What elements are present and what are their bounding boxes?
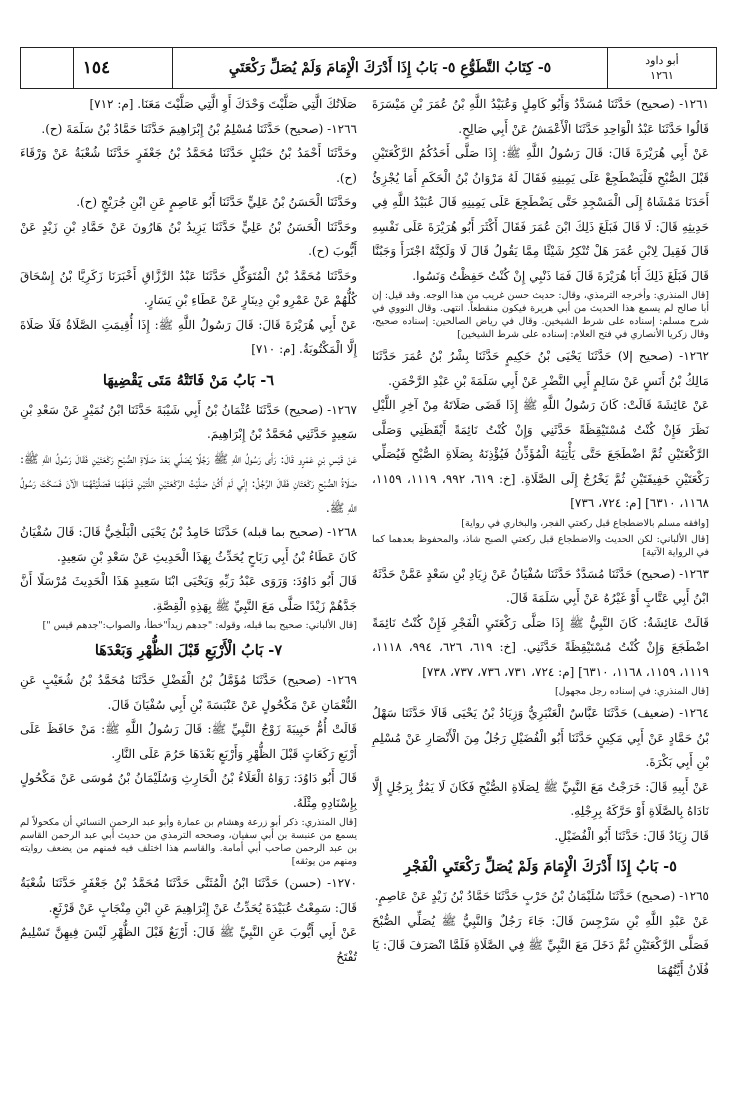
hadith-paragraph: ١٢٦٨- (صحيح بما قبله) حَدَّثَنَا حَامِدُ بْنُ يَحْيَى الْبَلْخِيُّ قَالَ: قَالَ سُفْيَانُ كَانَ عَطَاءُ بْنُ أَبِي رَبَاحٍ يُحَدِّثُ بِهَذَا الْحَدِيثِ عَنْ سَعْدِ بْنِ سَعِيدٍ.: [20, 525, 357, 564]
hadith-paragraph: عَنْ قَيْسِ بْنِ عَمْرٍو قَالَ: رَأَى رَسُولُ اللَّهِ ﷺ رَجُلًا يُصَلِّي بَعْدَ صَلَاةِ الصُّبْحِ رَكْعَتَيْنِ فَقَالَ رَسُولُ اللَّهِ ﷺ: صَلَاةُ الصُّبْحِ رَكْعَتَانِ فَقَالَ الرَّجُلُ: إِنِّي لَمْ أَكُنْ صَلَّيْتُ الرَّكْعَتَيْنِ اللَّتَيْنِ قَبْلَهُمَا فَصَلَّيْتُهُمَا الْآنَ فَسَكَتَ رَسُولُ اللَّهِ ﷺ.: [20, 451, 357, 515]
footnote: [قال المنذري: ذكر أبو زرعة وهشام بن عمارة وأبو عبد الرحمن النسائي أن مكحولاً لم يسمع من عنبسة بن أبي سفيان، وصححه الترمذي من حديث أبي عبد الرحمن القاسم بن عبد الرحمن صاحب أبي أمامة. والقاسم هذا اختلف فيه فمنهم من يضعف روايته ومنهم من يوثقه]: [20, 817, 357, 867]
hadith-paragraph: وحَدَّثَنَا الْحَسَنُ بْنُ عَلِيٍّ حَدَّثَنَا أَبُو عَاصِمٍ عَنِ ابْنِ جُرَيْجٍ (ح).: [76, 195, 357, 209]
hadith-paragraph: صَلَاتُكَ الَّتِي صَلَّيْتَ وَحْدَكَ أَوِ الَّتِي صَلَّيْتَ مَعَنَا. [م: ٧١٢]: [89, 97, 357, 111]
hadith-paragraph: قَالَتْ أُمُّ حَبِيبَةَ زَوْجُ النَّبِيِّ ﷺ: قَالَ رَسُولُ اللَّهِ ﷺ: مَنْ حَافَظَ عَلَى أَرْبَعِ رَكَعَاتٍ قَبْلَ الظُّهْرِ وَأَرْبَعٍ بَعْدَهَا حَرُمَ عَلَى النَّارِ.: [20, 722, 357, 761]
footnote: [قال الألباني: لكن الحديث والاضطجاع قبل ركعتي الصبح شاذ، والمحفوظ بعدهما كما في الرواية الآتية]: [372, 533, 709, 558]
hadith-paragraph: ١٢٦٥- (صحيح) حَدَّثَنَا سُلَيْمَانُ بْنُ حَرْبٍ حَدَّثَنَا حَمَّادُ بْنُ زَيْدٍ عَنْ عَاصِمٍ.: [374, 889, 709, 903]
book-info: [607, 48, 716, 88]
hadith-paragraph: ١٢٦٢- (صحيح إلا) حَدَّثَنَا يَحْيَى بْنُ حَكِيمٍ حَدَّثَنَا بِشْرُ بْنُ عُمَرَ حَدَّثَنَا مَالِكُ بْنُ أَنَسٍ عَنْ سَالِمٍ أَبِي النَّضْرِ عَنْ أَبِي سَلَمَةَ بْنِ عَبْدِ الرَّحْمَنِ.: [372, 349, 709, 388]
hadith-paragraph: قَالَ أَبُو دَاوُدَ: وَرَوَى عَبْدُ رَبِّهِ وَيَحْيَى ابْنَا سَعِيدٍ هَذَا الْحَدِيثَ مُرْسَلًا أَنَّ جَدَّهُمْ زَيْدًا صَلَّى مَعَ النَّبِيِّ ﷺ بِهَذِهِ الْقِصَّةِ.: [20, 574, 357, 613]
chapter-heading: ٥- بَابُ إِذَا أَدْرَكَ الْإِمَامَ وَلَمْ يُصَلِّ رَكْعَتَيِ الْفَجْرِ: [404, 858, 677, 875]
hadith-paragraph: ١٢٦٦- (صحيح) حَدَّثَنَا مُسْلِمُ بْنُ إِبْرَاهِيمَ حَدَّثَنَا حَمَّادُ بْنُ سَلَمَةَ (ح).: [41, 121, 357, 136]
hadith-paragraph: ١٢٦٣- (صحيح) حَدَّثَنَا مُسَدَّدٌ حَدَّثَنَا سُفْيَانُ عَنْ زِيَادِ بْنِ سَعْدٍ عَمَّنْ حَدَّثَهُ ابْنُ أَبِي عَتَّابٍ أَوْ غَيْرُهُ عَنْ أَبِي سَلَمَةَ قَالَ.: [372, 566, 709, 605]
footnote: [وافقه مسلم بالاضطجاع قبل ركعتي الفجر، والبخاري في رواية]: [461, 517, 709, 529]
hadith-paragraph: وحَدَّثَنَا أَحْمَدُ بْنُ حَنْبَلٍ حَدَّثَنَا مُحَمَّدُ بْنُ جَعْفَرٍ حَدَّثَنَا شُعْبَةُ عَنْ وَرْقَاءَ (ح).: [20, 146, 357, 185]
header-divider: [73, 48, 74, 88]
chapter-heading: ٦- بَابُ مَنْ فَاتَتْهُ مَتَى يَقْضِيهَا: [102, 371, 275, 389]
hadith-paragraph: ١٢٦٤- (ضعيف) حَدَّثَنَا عَبَّاسٌ الْعَنْبَرِيُّ وَزِيَادُ بْنُ يَحْيَى قَالَا حَدَّثَنَا سَهْلُ بْنُ حَمَّادٍ عَنْ أَبِي مَكِينٍ حَدَّثَنَا أَبُو الْفُضَيْلِ رَجُلٌ مِنَ الْأَنْصَارِ عَنْ مُسْلِمِ بْنِ أَبِي بَكْرَةَ.: [372, 706, 709, 769]
hadith-paragraph: عَنْ أَبِيهِ قَالَ: خَرَجْتُ مَعَ النَّبِيِّ ﷺ لِصَلَاةِ الصُّبْحِ فَكَانَ لَا يَمُرُّ بِرَجُلٍ إِلَّا نَادَاهُ بِالصَّلَاةِ أَوْ حَرَّكَهُ بِرِجْلِهِ.: [372, 779, 709, 818]
hadith-paragraph: عَنْ عَبْدِ اللَّهِ بْنِ سَرْجِسَ قَالَ: جَاءَ رَجُلٌ وَالنَّبِيُّ ﷺ يُصَلِّي الصُّبْحَ فَصَلَّى الرَّكْعَتَيْنِ ثُمَّ دَخَلَ مَعَ النَّبِيِّ ﷺ فِي الصَّلَاةِ فَلَمَّا انْصَرَفَ قَالَ: يَا فُلَانُ أَيَّتُهُمَا: [372, 913, 709, 977]
hadith-paragraph: ١٢٦٧- (صحيح) حَدَّثَنَا عُثْمَانُ بْنُ أَبِي شَيْبَةَ حَدَّثَنَا ابْنُ نُمَيْرٍ عَنْ سَعْدِ بْنِ سَعِيدٍ حَدَّثَنِي مُحَمَّدُ بْنُ إِبْرَاهِيمَ.: [20, 402, 357, 441]
page-header: [20, 47, 717, 89]
hadith-paragraph: ١٢٧٠- (حسن) حَدَّثَنَا ابْنُ الْمُثَنَّى حَدَّثَنَا مُحَمَّدُ بْنُ جَعْفَرٍ حَدَّثَنَا شُعْبَةُ قَالَ: سَمِعْتُ عُبَيْدَةَ يُحَدِّثُ عَنْ إِبْرَاهِيمَ عَنِ ابْنِ مِنْجَابٍ عَنْ قَرْثَعٍ.: [20, 876, 357, 915]
hadith-paragraph: ١٢٦٩- (صحيح) حَدَّثَنَا مُؤَمَّلُ بْنُ الْفَضْلِ حَدَّثَنَا مُحَمَّدُ بْنُ شُعَيْبٍ عَنِ النُّعْمَانِ عَنْ مَكْحُولٍ عَنْ عَنْبَسَةَ بْنِ أَبِي سُفْيَانَ قَالَ.: [20, 673, 357, 712]
footnote: [قال المنذري: وأخرجه الترمذي، وقال: حديث حسن غريب من هذا الوجه. وقد قيل: إن أبا صالح لم يسمع هذا الحديث من أبي هريرة فيكون منقطعاً. انتهى. وقال النووي في شرح مسلم: إسناده على شرط الشيخين. وقال في رياض الصالحين: إسناده صحيح، وقال زكريا الأنصاري في فتح العلام: إسناده على شرط الشيخين]: [372, 290, 709, 340]
footnote: [قال المنذري: في إسناده رجل مجهول]: [554, 686, 709, 697]
footnote: [قال الألباني: صحيح بما قبله، وقوله: "جدهم زيداً"خطأ، والصواب:"جدهم قيس "]: [42, 620, 357, 631]
book-name: أبو داود: [645, 54, 679, 67]
hadith-paragraph: ١٢٦١- (صحيح) حَدَّثَنَا مُسَدَّدٌ وَأَبُو كَامِلٍ وَعُبَيْدُ اللَّهِ بْنُ عُمَرَ بْنِ مَيْسَرَةَ قَالُوا حَدَّثَنَا عَبْدُ الْوَاحِدِ حَدَّثَنَا الْأَعْمَشُ عَنْ أَبِي صَالِحٍ.: [372, 97, 709, 136]
hadith-paragraph: عَنْ أَبِي أَيُّوبَ عَنِ النَّبِيِّ ﷺ قَالَ: أَرْبَعٌ قَبْلَ الظُّهْرِ لَيْسَ فِيهِنَّ تَسْلِيمٌ تُفْتَحُ: [20, 925, 357, 964]
page-number: ١٥٤: [82, 58, 111, 78]
hadith-paragraph: عَنْ أَبِي هُرَيْرَةَ قَالَ: قَالَ رَسُولُ اللَّهِ ﷺ: إِذَا أُقِيمَتِ الصَّلَاةُ فَلَا صَلَاةَ إِلَّا الْمَكْتُوبَةُ. [م: ٧١٠]: [20, 317, 357, 356]
hadith-paragraph: عَنْ عَائِشَةَ قَالَتْ: كَانَ رَسُولُ اللَّهِ ﷺ إِذَا قَضَى صَلَاتَهُ مِنْ آخِرِ اللَّيْلِ نَظَرَ فَإِنْ كُنْتُ مُسْتَيْقِظَةً حَدَّثَنِي وَإِنْ كُنْتُ نَائِمَةً أَيْقَظَنِي وَصَلَّى الرَّكْعَتَيْنِ ثُمَّ اضْطَجَعَ حَتَّى يَأْتِيَهُ الْمُؤَذِّنُ فَيُؤْذِنَهُ بِصَلَاةِ الصُّبْحِ فَيُصَلِّي رَكْعَتَيْنِ خَفِيفَتَيْنِ ثُمَّ يَخْرُجُ إِلَى الصَّلَاةِ. [خ: ٦١٩، ٩٩٢، ١١١٩، ١١٥٩، ١١٦٨، ٦٣١٠] [م: ٧٢٤، ٧٣٦]: [372, 398, 709, 510]
hadith-paragraph: قَالَتْ عَائِشَةُ: كَانَ النَّبِيُّ ﷺ إِذَا صَلَّى رَكْعَتَيِ الْفَجْرِ فَإِنْ كُنْتُ نَائِمَةً اضْطَجَعَ وَإِنْ كُنْتُ مُسْتَيْقِظَةً حَدَّثَنِي. [خ: ٦١٩، ٦٢٦، ٩٩٤، ١١١٨، ١١١٩، ١١٥٩، ١١٦٨، ٦٣١٠] [م: ٧٢٤، ٧٣١، ٧٣٦، ٧٣٧، ٧٣٨]: [372, 615, 709, 679]
hadith-paragraph: عَنْ أَبِي هُرَيْرَةَ قَالَ: قَالَ رَسُولُ اللَّهِ ﷺ: إِذَا صَلَّى أَحَدُكُمُ الرَّكْعَتَيْنِ قَبْلَ الصُّبْحِ فَلْيَضْطَجِعْ عَلَى يَمِينِهِ فَقَالَ لَهُ مَرْوَانُ بْنُ الْحَكَمِ أَمَا يُجْزِئُ أَحَدَنَا مَمْشَاهُ إِلَى الْمَسْجِدِ حَتَّى يَضْطَجِعَ عَلَى يَمِينِهِ قَالَ عُبَيْدُ اللَّهِ فِي حَدِيثِهِ قَالَ: لَا قَالَ فَبَلَغَ ذَلِكَ ابْنَ عُمَرَ فَقَالَ أَكْثَرَ أَبُو هُرَيْرَةَ عَلَى نَفْسِهِ قَالَ فَقِيلَ لِابْنِ عُمَرَ هَلْ تُنْكِرُ شَيْئًا مِمَّا يَقُولُ قَالَ لَا وَلَكِنَّهُ اجْتَرَأَ وَجَبُنَّا قَالَ فَبَلَغَ ذَلِكَ أَبَا هُرَيْرَةَ قَالَ فَمَا ذَنْبِي إِنْ كُنْتُ حَفِظْتُ وَنَسُوا.: [372, 146, 709, 283]
hadith-paragraph: وحَدَّثَنَا مُحَمَّدُ بْنُ الْمُتَوَكِّلِ حَدَّثَنَا عَبْدُ الرَّزَّاقِ أَخْبَرَنَا زَكَرِيَّا بْنُ إِسْحَاقَ كُلُّهُمْ عَنْ عَمْرِو بْنِ دِينَارٍ عَنْ عَطَاءِ بْنِ يَسَارٍ.: [20, 268, 357, 307]
left-column: [20, 92, 357, 969]
chapter-heading: ٧- بَابُ الْأَرْبَعِ قَبْلَ الظُّهْرِ وَبَعْدَهَا: [94, 642, 283, 659]
hadith-paragraph: قَالَ أَبُو دَاوُدَ: رَوَاهُ الْعَلَاءُ بْنُ الْحَارِثِ وَسُلَيْمَانُ بْنُ مُوسَى عَنْ مَكْحُولٍ بِإِسْنَادِهِ مِثْلَهُ.: [20, 771, 357, 810]
hadith-range: ١٢٦١: [650, 69, 674, 82]
hadith-paragraph: قَالَ زِيَادٌ قَالَ: حَدَّثَنَا أَبُو الْفُضَيْلِ.: [554, 828, 709, 843]
hadith-paragraph: وحَدَّثَنَا الْحَسَنُ بْنُ عَلِيٍّ حَدَّثَنَا يَزِيدُ بْنُ هَارُونَ عَنْ حَمَّادِ بْنِ زَيْدٍ عَنْ أَيُّوبَ (ح).: [20, 219, 357, 258]
running-title: ٥- كِتَابُ التَّطَوُّعِ ٥- بَابُ إِذَا أَدْرَكَ الْإِمَامَ وَلَمْ يُصَلِّ رَكْعَتَيِ: [172, 48, 607, 88]
right-column: [372, 92, 709, 982]
